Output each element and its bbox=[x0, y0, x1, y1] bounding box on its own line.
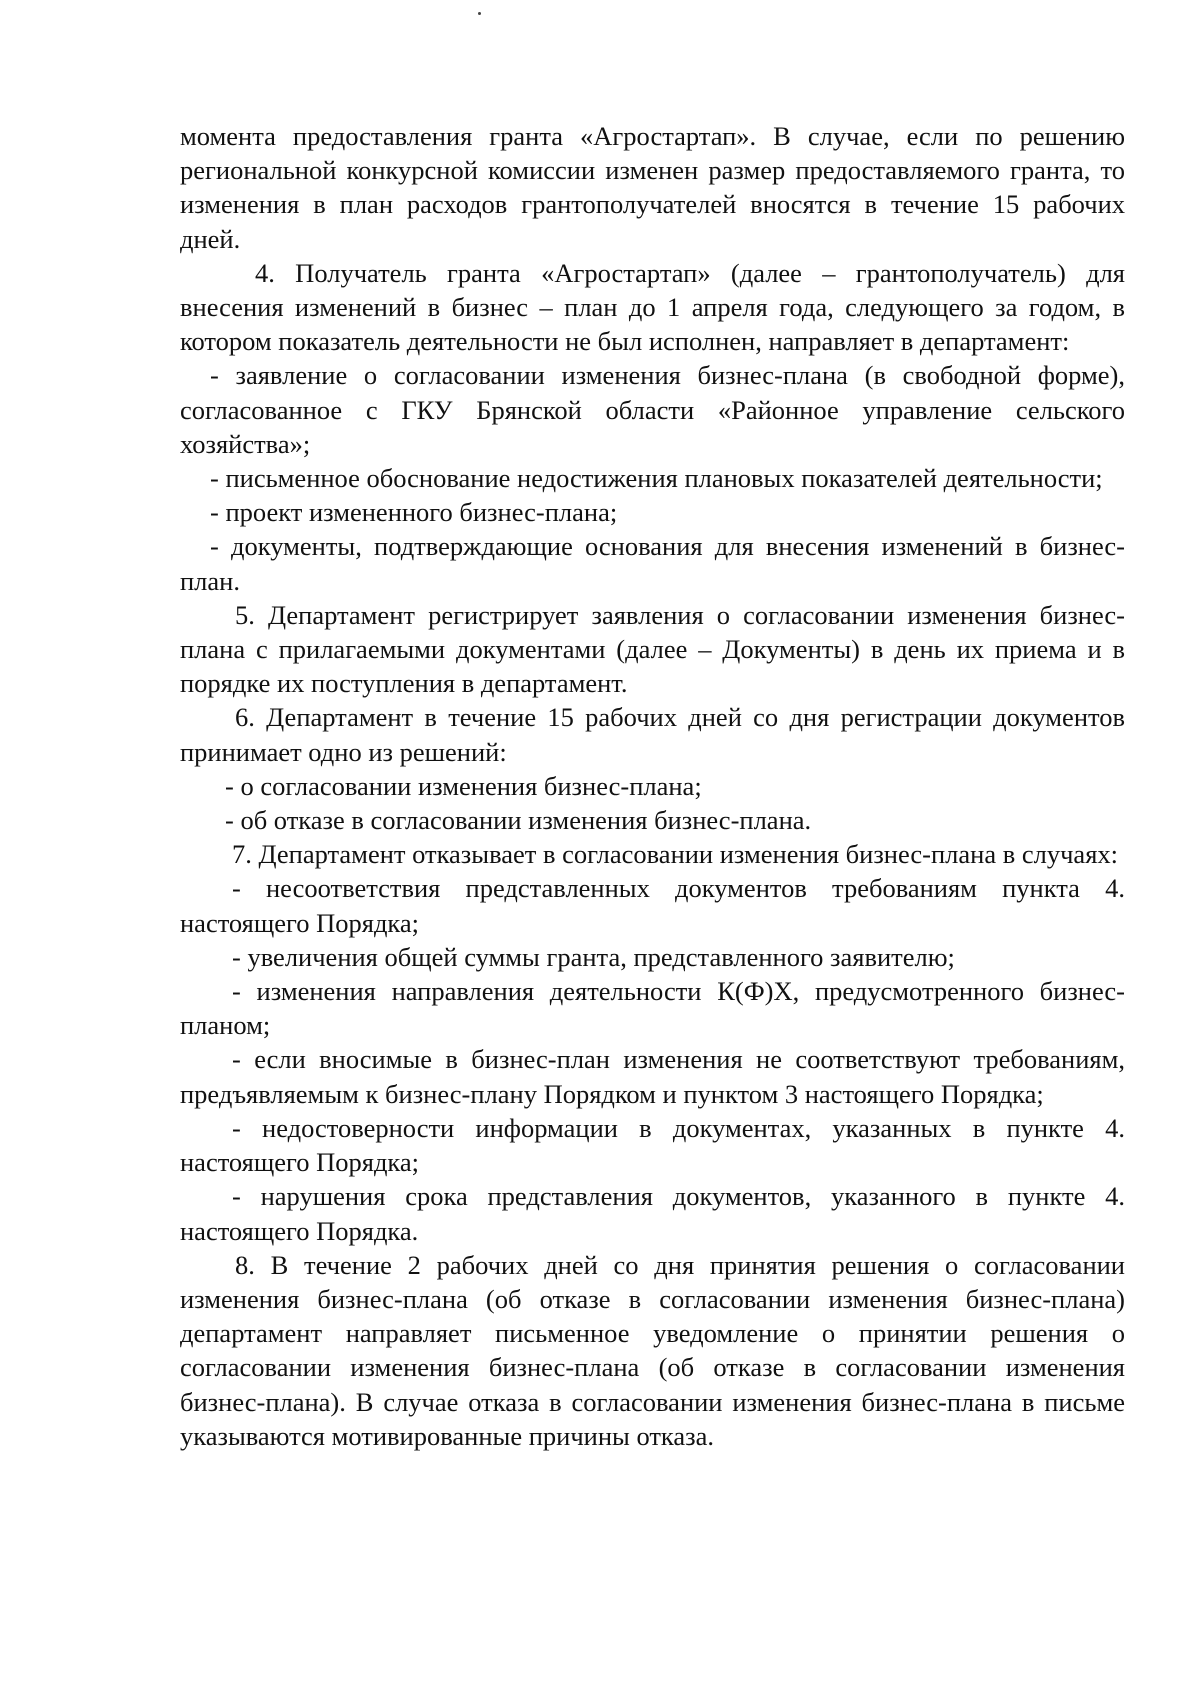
paragraph-item-4: 4. Получатель гранта «Агростартап» (далее – грантополучатель) для внесения изменений в бизнес – план до 1 апреля года, следующего за годом, в котором показатель деятельности не был исполнен, направляет в департамент: bbox=[180, 257, 1125, 357]
paragraph-item-8: 8. В течение 2 рабочих дней со дня принятия решения о согласовании изменения бизнес-плана (об отказе в согласовании изменения бизнес-плана) департамент направляет письменное уведомление о принятии решения о согласовании изменения бизнес-плана (об отказе в согласовании изменения бизнес-плана). В случае отказа в согласовании изменения бизнес-плана в письме указываются мотивированные причины отказа. bbox=[180, 1249, 1125, 1451]
document-body bbox=[180, 119, 1125, 1453]
list-item-increase: - увеличения общей суммы гранта, представленного заявителю; bbox=[232, 941, 955, 972]
list-item-draft-plan: - проект измененного бизнес-плана; bbox=[210, 497, 618, 528]
list-item-nonconformity: - несоответствия представленных документов требованиям пункта 4. настоящего Порядка; bbox=[180, 873, 1125, 938]
list-item-refusal: - об отказе в согласовании изменения бизнес-плана. bbox=[225, 805, 812, 836]
scan-speck bbox=[478, 12, 481, 15]
list-item-requirements: - если вносимые в бизнес-план изменения не соответствуют требованиям, предъявляемым к бизнес-плану Порядком и пунктом 3 настоящего Порядка; bbox=[180, 1044, 1125, 1109]
list-item-direction-change: - изменения направления деятельности К(Ф)Х, предусмотренного бизнес-планом; bbox=[180, 976, 1125, 1041]
list-item-application: - заявление о согласовании изменения бизнес-плана (в свободной форме), согласованное с ГКУ Брянской области «Районное управление сельского хозяйства»; bbox=[180, 360, 1125, 459]
paragraph-item-5: 5. Департамент регистрирует заявления о согласовании изменения бизнес-плана с прилагаемыми документами (далее – Документы) в день их приема и в порядке их поступления в департамент. bbox=[180, 599, 1125, 699]
paragraph-grant-moment: момента предоставления гранта «Агростартап». В случае, если по решению региональной конкурсной комиссии изменен размер предоставляемого гранта, то изменения в план расходов грантополучателей вносятся в течение 15 рабочих дней. bbox=[180, 121, 1125, 254]
paragraph-item-6: 6. Департамент в течение 15 рабочих дней со дня регистрации документов принимает одно из решений: bbox=[180, 702, 1125, 767]
paragraph-item-7: 7. Департамент отказывает в согласовании изменения бизнес-плана в случаях: bbox=[232, 839, 1118, 870]
list-item-justification: - письменное обоснование недостижения плановых показателей деятельности; bbox=[210, 463, 1103, 494]
list-item-documents: - документы, подтверждающие основания для внесения изменений в бизнес-план. bbox=[180, 531, 1125, 596]
list-item-unreliable-info: - недостоверности информации в документах, указанных в пункте 4. настоящего Порядка; bbox=[180, 1112, 1125, 1178]
list-item-approval: - о согласовании изменения бизнес-плана; bbox=[225, 770, 702, 801]
list-item-deadline-violation: - нарушения срока представления документов, указанного в пункте 4. настоящего Порядка. bbox=[180, 1181, 1125, 1246]
